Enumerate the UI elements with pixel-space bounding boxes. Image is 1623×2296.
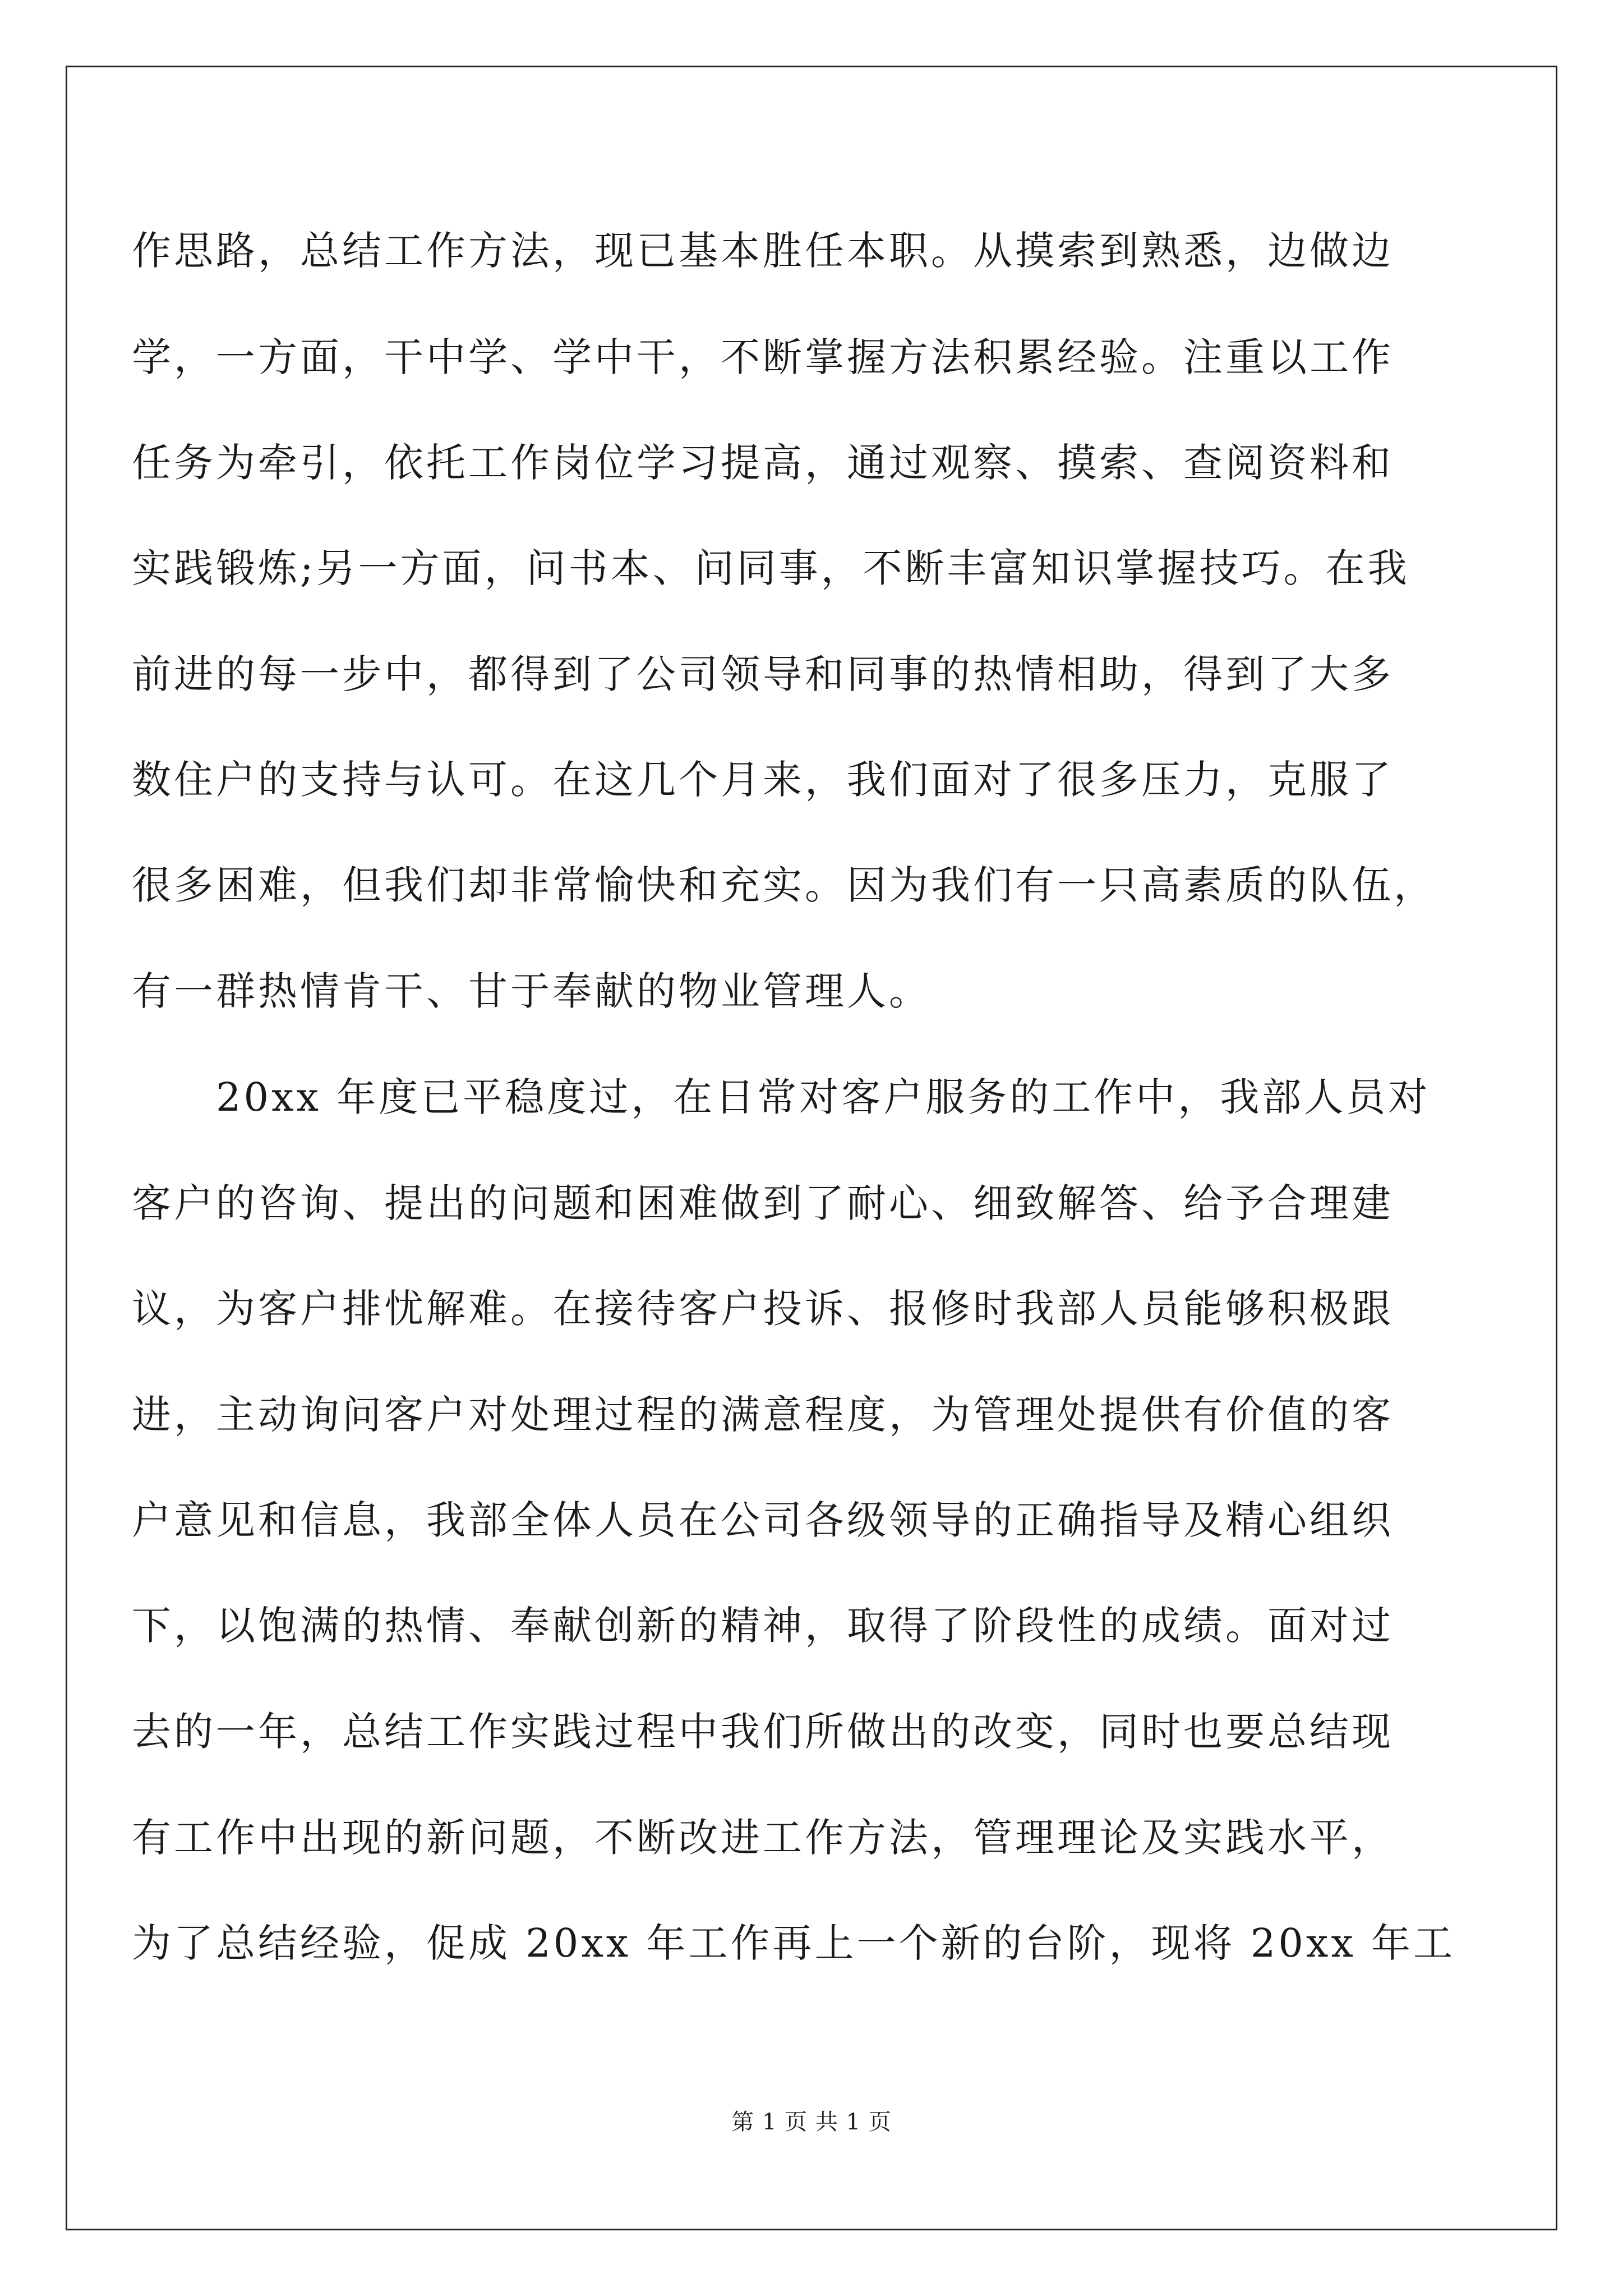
text-line: 作思路，总结工作方法，现已基本胜任本职。从摸索到熟悉，边做边: [132, 228, 1394, 274]
text-line: 进，主动询问客户对处理过程的满意程度，为管理处提供有价值的客: [132, 1392, 1394, 1438]
text-line: 为了总结经验，促成 20xx 年工作再上一个新的台阶，现将 20xx 年工: [132, 1920, 1456, 1966]
text-line: 去的一年，总结工作实践过程中我们所做出的改变，同时也要总结现: [132, 1709, 1394, 1755]
paragraph-first-line: 20xx 年度已平稳度过，在日常对客户服务的工作中，我部人员对: [216, 1074, 1431, 1120]
text-line: 实践锻炼;另一方面，问书本、问同事，不断丰富知识掌握技巧。在我: [132, 545, 1410, 591]
text-line: 前进的每一步中，都得到了公司领导和同事的热情相助，得到了大多: [132, 651, 1394, 697]
page-number-footer: 第 1 页 共 1 页: [731, 2109, 892, 2135]
text-line: 很多困难，但我们却非常愉快和充实。因为我们有一只高素质的队伍，: [132, 862, 1436, 908]
text-line: 有工作中出现的新问题，不断改进工作方法，管理理论及实践水平，: [132, 1815, 1394, 1861]
text-line: 任务为牵引，依托工作岗位学习提高，通过观察、摸索、查阅资料和: [132, 440, 1394, 486]
text-line: 有一群热情肯干、甘于奉献的物业管理人。: [132, 968, 931, 1014]
text-line: 客户的咨询、提出的问题和困难做到了耐心、细致解答、给予合理建: [132, 1180, 1394, 1226]
text-line: 下，以饱满的热情、奉献创新的精神，取得了阶段性的成绩。面对过: [132, 1603, 1394, 1649]
text-line: 户意见和信息，我部全体人员在公司各级领导的正确指导及精心组织: [132, 1497, 1394, 1543]
page-frame: [66, 66, 1557, 2230]
text-line: 议，为客户排忧解难。在接待客户投诉、报修时我部人员能够积极跟: [132, 1286, 1394, 1332]
text-line: 学，一方面，干中学、学中干，不断掌握方法积累经验。注重以工作: [132, 334, 1394, 380]
text-line: 数住户的支持与认可。在这几个月来，我们面对了很多压力，克服了: [132, 757, 1394, 803]
